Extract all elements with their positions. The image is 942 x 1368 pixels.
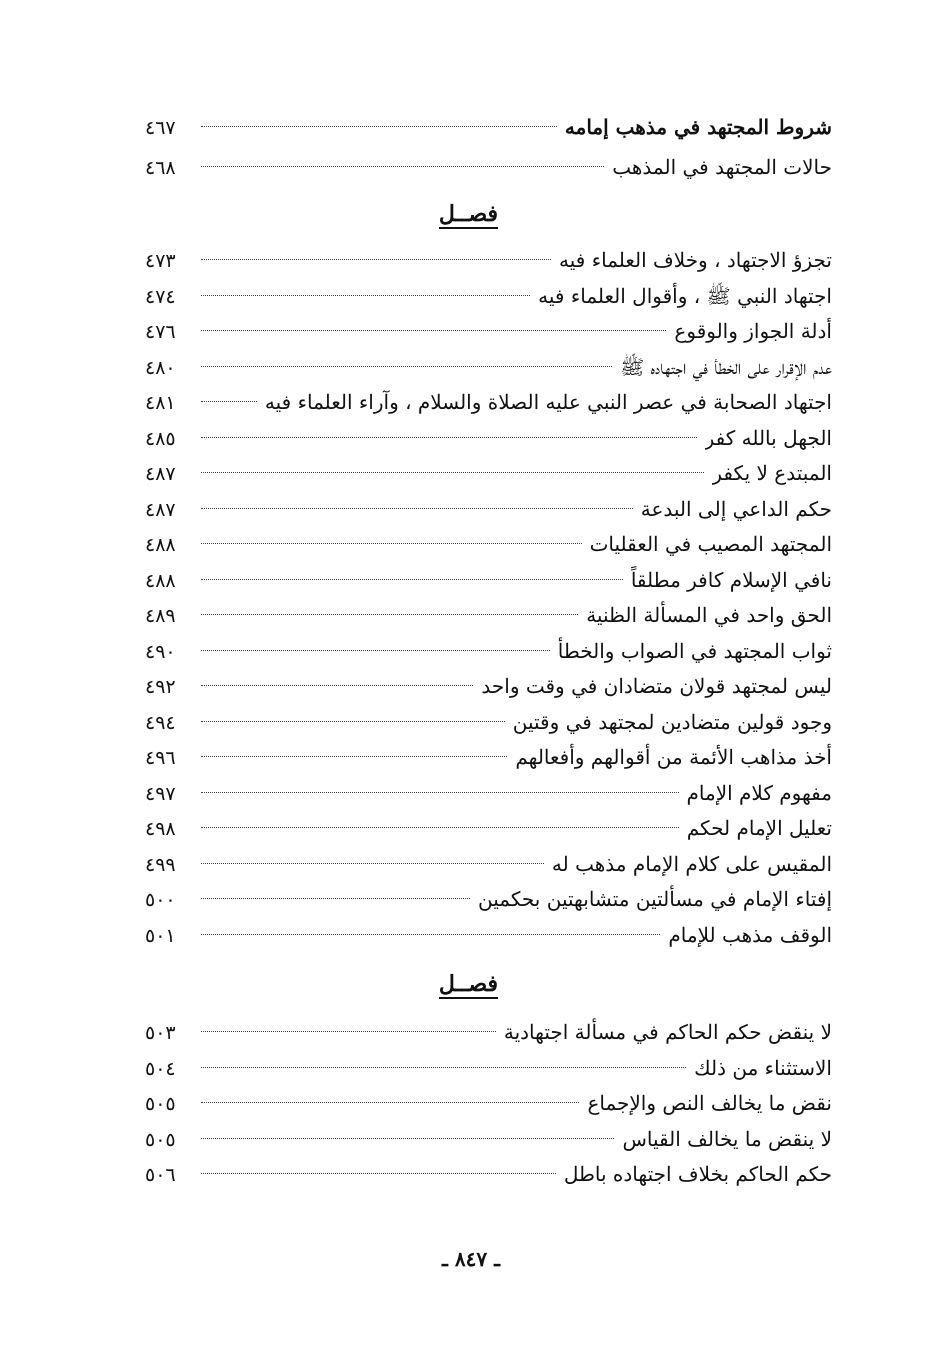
toc-entry-title: وجود قولين متضادين لمجتهد في وقتين [512,709,832,734]
toc-entry-title: نقض ما يخالف النص والإجماع [587,1091,832,1115]
toc-entry-page: ٤٧٣ [145,250,176,272]
toc-entry [145,1086,832,1122]
toc-entry [145,882,832,918]
toc-entry [145,279,832,315]
toc-entry-title: الجهل بالله كفر [704,425,832,450]
dot-leader [201,650,550,651]
toc-entry [145,563,832,599]
dot-leader [201,330,666,331]
toc-entry-page: ٤٨٩ [145,605,176,627]
toc-entry-page: ٤٨٠ [145,356,176,379]
toc-entry-title: أخذ مذاهب الأئمة من أقوالهم وأفعالهم [515,745,832,769]
toc-group [145,185,832,953]
toc-entry-title: حالات المجتهد في المذهب [612,154,832,179]
toc-entry-page: ٤٨٧ [145,498,176,521]
dot-leader [201,472,704,473]
toc-entry-page: ٤٨٨ [145,534,176,556]
toc-entry-title: نافي الإسلام كافر مطلقاً [630,567,832,592]
toc-entry-title: لا ينقض ما يخالف القياس [622,1126,832,1151]
dot-leader [201,366,612,367]
toc-entry-page: ٤٩٠ [145,640,176,663]
page-number-footer: ـ ٨٤٧ ـ [442,1247,500,1271]
dot-leader [201,1138,614,1139]
toc-entry-title: شروط المجتهد في مذهب إمامه [564,115,832,139]
toc-group [145,953,832,1193]
toc-entry [145,314,832,350]
toc-entry [145,669,832,705]
toc-entry-title: المبتدع لا يكفر [712,461,832,485]
toc-entry [145,243,832,279]
dot-leader [201,1031,496,1032]
toc-entry-page: ٤٩٧ [145,782,176,805]
toc-entry-title: ليس لمجتهد قولان متضادان في وقت واحد [481,674,832,698]
toc-entry [145,492,832,528]
toc-entry-page: ٥٠٤ [145,1057,176,1080]
toc-entry-page: ٤٩٨ [145,818,176,840]
toc-entry-page: ٤٩٩ [145,853,176,876]
toc-entry-page: ٤٧٦ [145,321,176,343]
dot-leader [201,1173,556,1174]
toc-entry-title: المجتهد المصيب في العقليات [589,532,832,556]
toc-entry-title: ثواب المجتهد في الصواب والخطأ [557,638,832,663]
dot-leader [201,756,507,757]
toc-entry-title: الاستثناء من ذلك [694,1055,832,1080]
toc-entry [145,1051,832,1087]
toc-entry-title: اجتهاد النبي ﷺ ، وأقوال العلماء فيه [538,283,832,308]
toc-entry-title: اجتهاد الصحابة في عصر النبي عليه الصلاة والسلام ، وآراء العلماء فيه [264,390,832,414]
toc-entry [145,847,832,883]
toc-entry [145,110,832,146]
toc-entry [145,740,832,776]
toc-entry-title: المقيس على كلام الإمام مذهب له [551,851,832,876]
dot-leader [201,827,679,828]
dot-leader [201,166,604,167]
toc-entry [145,776,832,812]
toc-entry [145,1122,832,1158]
toc-entry-page: ٤٩٦ [145,747,176,769]
table-of-contents [145,108,832,1193]
dot-leader [201,437,697,438]
dot-leader [201,295,530,296]
toc-entry [145,150,832,186]
toc-entry-title: حكم الحاكم بخلاف اجتهاده باطل [563,1162,832,1186]
toc-group [145,108,832,185]
toc-entry-page: ٤٨٧ [145,463,176,485]
dot-leader [201,259,551,260]
toc-entry-page: ٥٠٥ [145,1093,176,1115]
dot-leader [201,614,578,615]
dot-leader [201,863,544,864]
dot-leader [201,579,623,580]
toc-entry [145,634,832,670]
toc-entry-title: لا ينقض حكم الحاكم في مسألة اجتهادية [503,1020,832,1044]
toc-entry-page: ٤٩٤ [145,711,176,734]
toc-entry-page: ٤٦٨ [145,156,176,179]
dot-leader [201,401,257,402]
toc-entry-page: ٤٨٥ [145,427,176,450]
toc-entry [145,456,832,492]
dot-leader [201,1067,686,1068]
dot-leader [201,508,633,509]
toc-entry-page: ٤٨١ [145,392,176,414]
dot-leader [201,543,582,544]
toc-entry-title: الوقف مذهب للإمام [668,922,832,947]
toc-entry-page: ٥٠٠ [145,889,176,911]
toc-entry-page: ٥٠٦ [145,1164,176,1186]
toc-entry [145,1015,832,1051]
toc-entry [145,385,832,421]
toc-entry [145,350,832,386]
dot-leader [201,1102,579,1103]
toc-entry-title: عدم الإقرار على الخطأ في اجتهاده ﷺ [620,354,832,379]
dot-leader [201,721,505,722]
dot-leader [201,685,473,686]
toc-entry [145,421,832,457]
section-heading: فصــل [438,971,499,997]
toc-entry [145,1157,832,1193]
toc-entry-title: تجزؤ الاجتهاد ، وخلاف العلماء فيه [559,248,832,272]
toc-entry-title: إفتاء الإمام في مسألتين متشابهتين بحكمين [478,887,832,911]
dot-leader [201,126,557,127]
toc-entry [145,598,832,634]
toc-entry-page: ٥٠١ [145,924,176,947]
toc-entry-title: أدلة الجواز والوقوع [674,319,832,343]
dot-leader [201,934,660,935]
toc-entry-page: ٥٠٥ [145,1128,176,1151]
toc-entry-page: ٤٨٨ [145,569,176,592]
toc-entry [145,705,832,741]
toc-entry-title: حكم الداعي إلى البدعة [640,496,832,521]
toc-entry [145,811,832,847]
toc-entry [145,918,832,954]
toc-entry-title: الحق واحد في المسألة الظنية [586,603,832,627]
toc-entry-page: ٤٩٢ [145,676,176,698]
toc-entry-page: ٥٠٣ [145,1022,176,1044]
section-heading: فصــل [438,201,499,227]
toc-entry-title: تعليل الإمام لحكم [686,816,832,840]
toc-entry-page: ٤٦٧ [145,117,176,139]
toc-entry-title: مفهوم كلام الإمام [686,780,832,805]
toc-entry-page: ٤٧٤ [145,285,176,308]
dot-leader [201,792,679,793]
toc-entry [145,527,832,563]
dot-leader [201,898,470,899]
